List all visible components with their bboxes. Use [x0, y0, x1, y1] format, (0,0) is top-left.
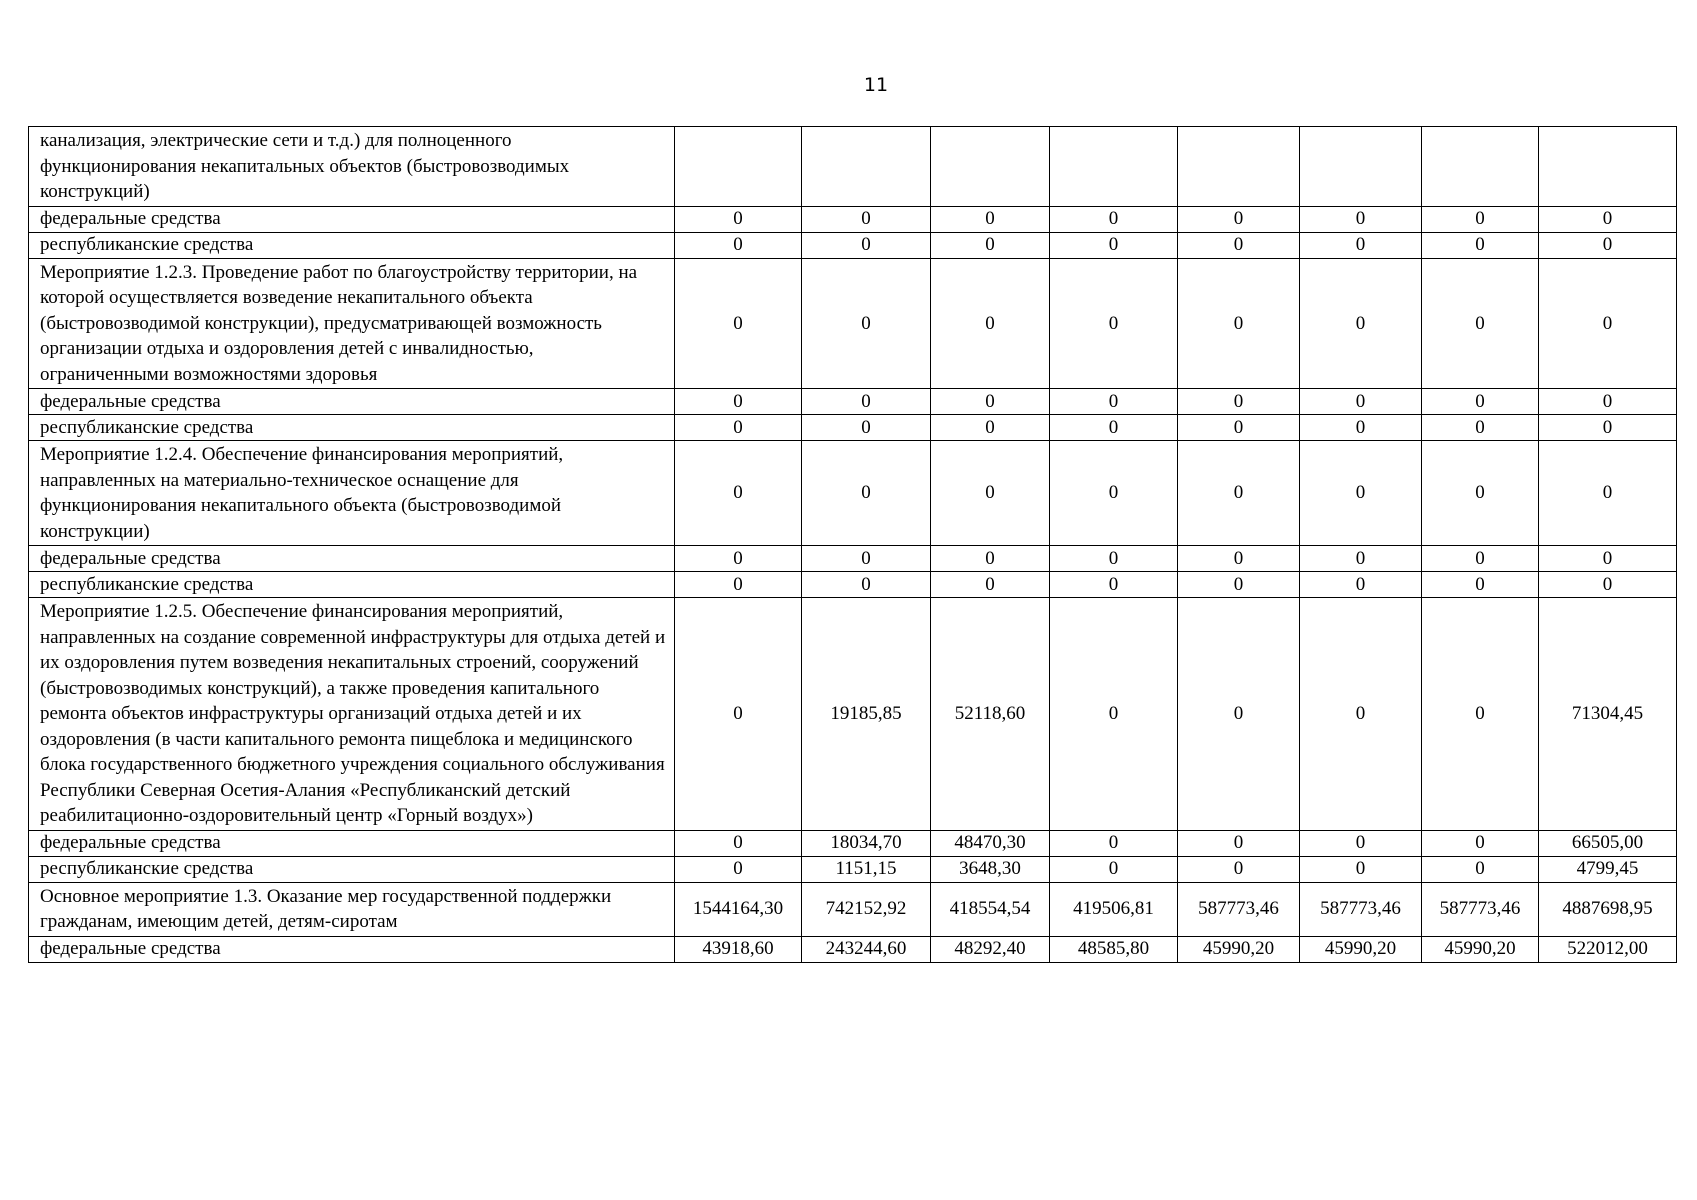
value-cell: 419506,81: [1050, 882, 1178, 936]
value-cell: 0: [802, 546, 931, 572]
value-cell: 0: [1050, 258, 1178, 389]
value-cell: [1178, 127, 1300, 207]
value-cell: 587773,46: [1422, 882, 1539, 936]
value-cell: 45990,20: [1300, 936, 1422, 962]
value-cell: 0: [1300, 232, 1422, 258]
row-label: федеральные средства: [29, 206, 675, 232]
row-label: Мероприятие 1.2.4. Обеспечение финансирования мероприятий, направленных на материально-техническое оснащение для функционирования некапитального объекта (быстровозводимой конструкции): [29, 441, 675, 546]
value-cell: 0: [1300, 206, 1422, 232]
value-cell: 0: [802, 389, 931, 415]
value-cell: 0: [802, 206, 931, 232]
value-cell: 71304,45: [1539, 598, 1677, 831]
value-cell: [1050, 127, 1178, 207]
value-cell: 0: [1050, 830, 1178, 856]
page-number: 11: [863, 74, 889, 96]
value-cell: 0: [1422, 572, 1539, 598]
value-cell: 0: [1178, 830, 1300, 856]
value-cell: 0: [1178, 598, 1300, 831]
value-cell: 0: [1539, 206, 1677, 232]
value-cell: 0: [675, 598, 802, 831]
value-cell: 0: [802, 572, 931, 598]
table-row: [29, 936, 1677, 962]
value-cell: 0: [931, 441, 1050, 546]
value-cell: 0: [1300, 389, 1422, 415]
value-cell: 0: [1178, 546, 1300, 572]
value-cell: 1544164,30: [675, 882, 802, 936]
value-cell: 0: [1050, 856, 1178, 882]
table-row: [29, 572, 1677, 598]
value-cell: 0: [1050, 441, 1178, 546]
value-cell: 0: [931, 415, 1050, 441]
value-cell: 0: [1422, 856, 1539, 882]
row-label: федеральные средства: [29, 546, 675, 572]
value-cell: 3648,30: [931, 856, 1050, 882]
table-row: [29, 441, 1677, 546]
funding-table: [28, 126, 1677, 963]
value-cell: 0: [1178, 206, 1300, 232]
row-label: федеральные средства: [29, 389, 675, 415]
value-cell: 0: [1178, 389, 1300, 415]
value-cell: 0: [1422, 598, 1539, 831]
value-cell: 0: [1050, 546, 1178, 572]
value-cell: 0: [1539, 546, 1677, 572]
value-cell: 48585,80: [1050, 936, 1178, 962]
value-cell: 0: [802, 415, 931, 441]
value-cell: 0: [802, 232, 931, 258]
table-row: [29, 127, 1677, 207]
value-cell: 418554,54: [931, 882, 1050, 936]
value-cell: 0: [1422, 441, 1539, 546]
value-cell: 0: [675, 441, 802, 546]
value-cell: 0: [1422, 389, 1539, 415]
row-label: федеральные средства: [29, 936, 675, 962]
value-cell: 0: [675, 258, 802, 389]
value-cell: 48292,40: [931, 936, 1050, 962]
value-cell: 0: [675, 389, 802, 415]
value-cell: 0: [1539, 389, 1677, 415]
value-cell: 0: [1178, 232, 1300, 258]
value-cell: 0: [931, 232, 1050, 258]
value-cell: 0: [1422, 830, 1539, 856]
value-cell: 1151,15: [802, 856, 931, 882]
value-cell: 0: [1178, 572, 1300, 598]
value-cell: 0: [802, 258, 931, 389]
row-label: Мероприятие 1.2.5. Обеспечение финансирования мероприятий, направленных на создание современной инфраструктуры для отдыха детей и их оздоровления путем возведения некапитальных строений, сооружений (быстровозводимых конструкций), а также проведения капитального ремонта объектов инфраструктуры организаций отдыха детей и их оздоровления (в части капитального ремонта пищеблока и медицинского блока государственного бюджетного учреждения социального обслуживания Республики Северная Осетия-Алания «Республиканский детский реабилитационно-оздоровительный центр «Горный воздух»): [29, 598, 675, 831]
value-cell: 0: [1050, 598, 1178, 831]
value-cell: 0: [1178, 441, 1300, 546]
value-cell: 45990,20: [1422, 936, 1539, 962]
value-cell: 0: [1300, 415, 1422, 441]
row-label: республиканские средства: [29, 415, 675, 441]
value-cell: 0: [675, 572, 802, 598]
row-label: федеральные средства: [29, 830, 675, 856]
value-cell: 0: [1178, 856, 1300, 882]
value-cell: [1422, 127, 1539, 207]
value-cell: 0: [931, 389, 1050, 415]
value-cell: 0: [1050, 572, 1178, 598]
row-label: Мероприятие 1.2.3. Проведение работ по благоустройству территории, на которой осуществляется возведение некапитального объекта (быстровозводимой конструкции), предусматривающей возможность организации отдыха и оздоровления детей с инвалидностью, ограниченными возможностями здоровья: [29, 258, 675, 389]
value-cell: 19185,85: [802, 598, 931, 831]
value-cell: 0: [1300, 598, 1422, 831]
value-cell: 66505,00: [1539, 830, 1677, 856]
value-cell: [1539, 127, 1677, 207]
value-cell: 0: [1178, 258, 1300, 389]
value-cell: 0: [1539, 415, 1677, 441]
value-cell: 587773,46: [1178, 882, 1300, 936]
value-cell: 18034,70: [802, 830, 931, 856]
value-cell: 0: [1422, 232, 1539, 258]
table-row: [29, 546, 1677, 572]
value-cell: 0: [802, 441, 931, 546]
value-cell: 0: [1050, 415, 1178, 441]
value-cell: 0: [1300, 546, 1422, 572]
value-cell: 0: [1539, 572, 1677, 598]
value-cell: 45990,20: [1178, 936, 1300, 962]
value-cell: 0: [1422, 206, 1539, 232]
value-cell: [802, 127, 931, 207]
value-cell: 0: [675, 206, 802, 232]
value-cell: 0: [1539, 232, 1677, 258]
table-row: [29, 856, 1677, 882]
value-cell: 0: [675, 415, 802, 441]
value-cell: 0: [675, 546, 802, 572]
table-row: [29, 598, 1677, 831]
table-row: [29, 415, 1677, 441]
value-cell: 0: [931, 546, 1050, 572]
value-cell: 4887698,95: [1539, 882, 1677, 936]
value-cell: 52118,60: [931, 598, 1050, 831]
value-cell: [675, 127, 802, 207]
value-cell: 0: [1050, 232, 1178, 258]
value-cell: 0: [1422, 258, 1539, 389]
table-row: [29, 830, 1677, 856]
value-cell: 4799,45: [1539, 856, 1677, 882]
value-cell: 243244,60: [802, 936, 931, 962]
value-cell: 0: [1300, 572, 1422, 598]
value-cell: 0: [1422, 415, 1539, 441]
value-cell: 0: [1178, 415, 1300, 441]
table-row: [29, 882, 1677, 936]
table-row: [29, 232, 1677, 258]
table-row: [29, 258, 1677, 389]
value-cell: 742152,92: [802, 882, 931, 936]
row-label: канализация, электрические сети и т.д.) для полноценного функционирования некапитальных объектов (быстровозводимых конструкций): [29, 127, 675, 207]
value-cell: 48470,30: [931, 830, 1050, 856]
value-cell: 0: [1422, 546, 1539, 572]
value-cell: 0: [1300, 856, 1422, 882]
value-cell: 43918,60: [675, 936, 802, 962]
value-cell: 0: [931, 206, 1050, 232]
row-label: Основное мероприятие 1.3. Оказание мер государственной поддержки гражданам, имеющим детей, детям-сиротам: [29, 882, 675, 936]
value-cell: 0: [1300, 441, 1422, 546]
table-row: [29, 389, 1677, 415]
row-label: республиканские средства: [29, 232, 675, 258]
value-cell: 0: [931, 572, 1050, 598]
value-cell: 0: [675, 232, 802, 258]
value-cell: 0: [1050, 206, 1178, 232]
value-cell: 0: [675, 830, 802, 856]
value-cell: [1300, 127, 1422, 207]
value-cell: [931, 127, 1050, 207]
row-label: республиканские средства: [29, 856, 675, 882]
value-cell: 587773,46: [1300, 882, 1422, 936]
table-row: [29, 206, 1677, 232]
value-cell: 0: [675, 856, 802, 882]
value-cell: 0: [931, 258, 1050, 389]
value-cell: 0: [1300, 258, 1422, 389]
value-cell: 0: [1300, 830, 1422, 856]
value-cell: 0: [1050, 389, 1178, 415]
funding-table-body: [29, 127, 1677, 963]
row-label: республиканские средства: [29, 572, 675, 598]
value-cell: 522012,00: [1539, 936, 1677, 962]
value-cell: 0: [1539, 441, 1677, 546]
value-cell: 0: [1539, 258, 1677, 389]
